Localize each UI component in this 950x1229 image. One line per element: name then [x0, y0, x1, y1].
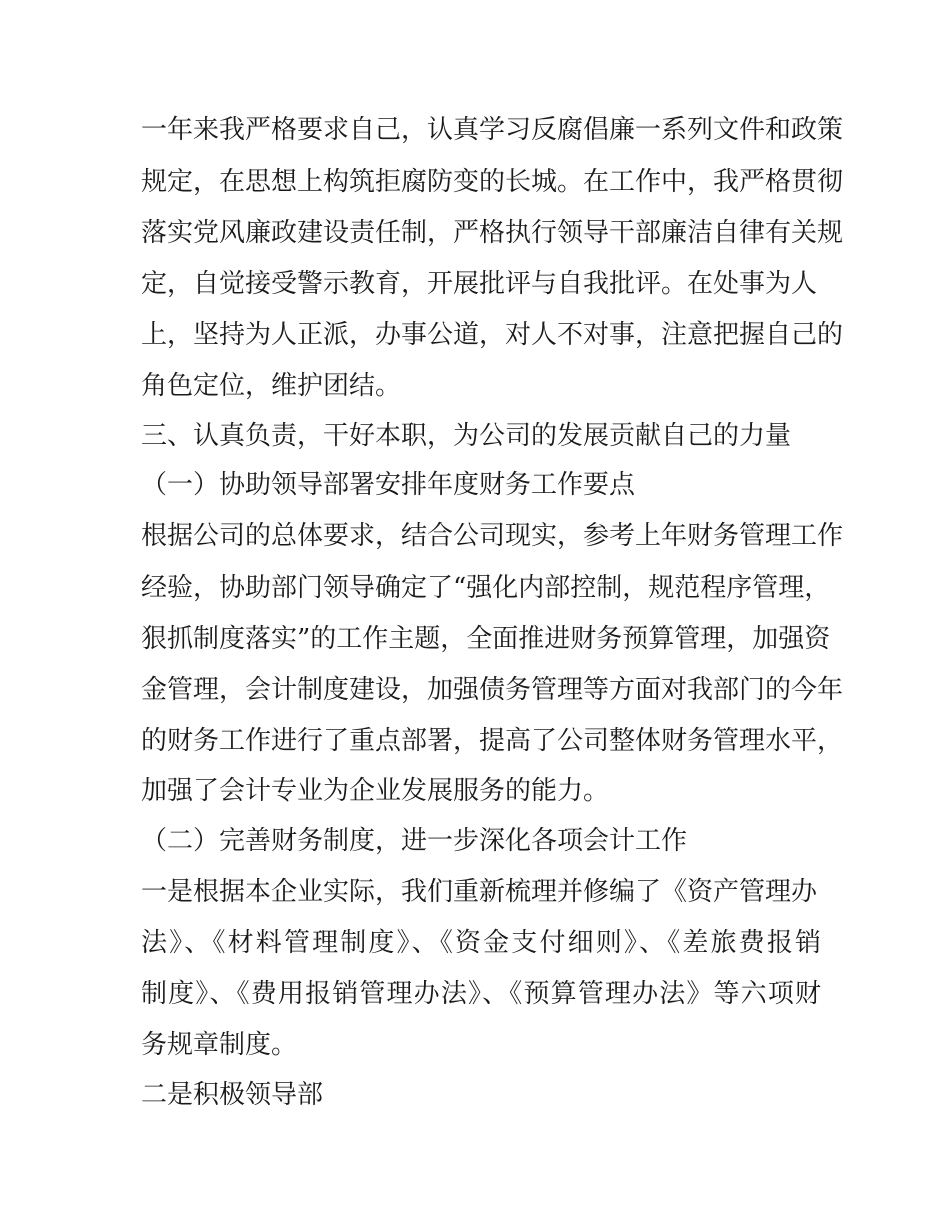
paragraph-line: 法》、《材料管理制度》、《资金支付细则》、《差旅费报销 [141, 928, 821, 958]
paragraph-line: 一是根据本企业实际，我们重新梳理并修编了《资产管理办 [141, 877, 818, 907]
paragraph-line: 狠抓制度落实”的工作主题，全面推进财务预算管理，加强资 [141, 624, 831, 654]
paragraph-line: 金管理，会计制度建设，加强债务管理等方面对我部门的今年 [141, 675, 844, 705]
paragraph-line: 规定，在思想上构筑拒腐防变的长城。在工作中，我严格贯彻 [141, 167, 844, 197]
paragraph-line: 经验，协助部门领导确定了“强化内部控制，规范程序管理， [141, 573, 831, 603]
subsection-heading: （一）协助领导部署安排年度财务工作要点 [141, 470, 636, 500]
paragraph-line: 务规章制度。 [141, 1030, 298, 1060]
paragraph-line: 定，自觉接受警示教育，开展批评与自我批评。在处事为人 [141, 269, 818, 299]
paragraph-line: 角色定位，维护团结。 [141, 371, 402, 401]
paragraph-line: 上，坚持为人正派，办事公道，对人不对事，注意把握自己的 [141, 320, 844, 350]
paragraph-line: 落实党风廉政建设责任制，严格执行领导干部廉洁自律有关规 [141, 218, 844, 248]
paragraph-line: 加强了会计专业为企业发展服务的能力。 [141, 776, 610, 806]
paragraph-line: 一年来我严格要求自己，认真学习反腐倡廉一系列文件和政策 [141, 115, 844, 145]
section-heading: 三、认真负责，干好本职，为公司的发展贡献自己的力量 [141, 421, 792, 451]
subsection-heading: （二）完善财务制度，进一步深化各项会计工作 [141, 826, 688, 856]
paragraph-line: 的财务工作进行了重点部署，提高了公司整体财务管理水平， [141, 726, 844, 756]
paragraph-line: 根据公司的总体要求，结合公司现实，参考上年财务管理工作 [141, 521, 844, 551]
paragraph-line: 二是积极领导部 [141, 1080, 324, 1110]
paragraph-line: 制度》、《费用报销管理办法》、《预算管理办法》等六项财 [141, 979, 821, 1009]
